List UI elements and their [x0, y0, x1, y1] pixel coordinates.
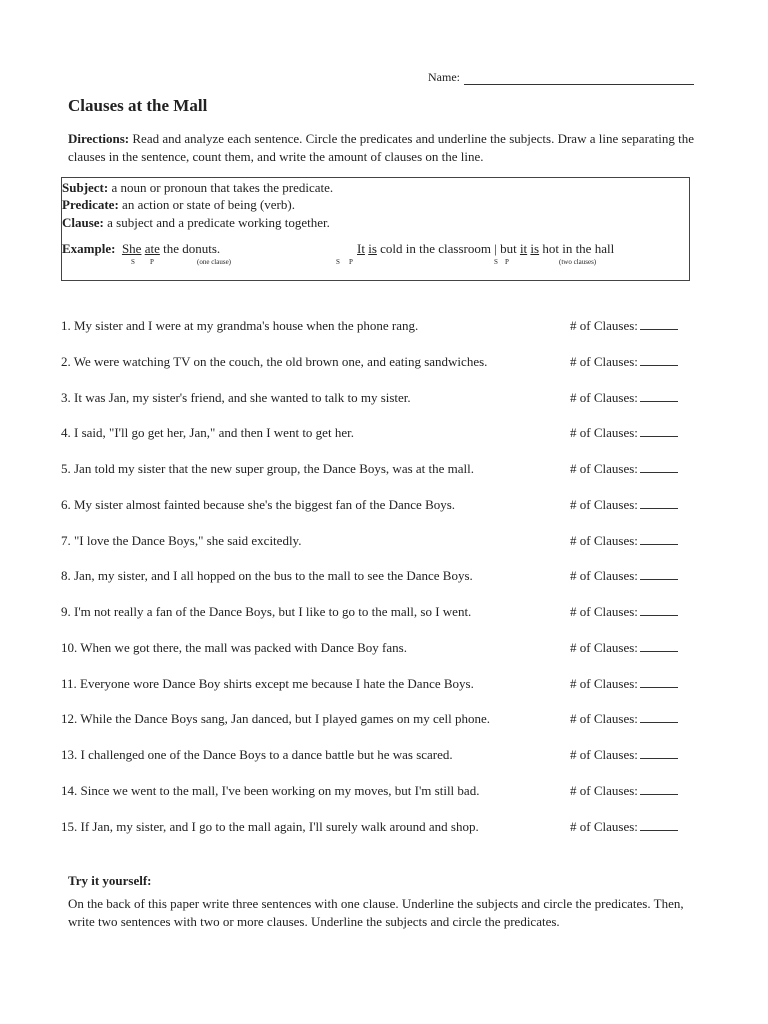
clause-count-blank[interactable] [640, 533, 678, 545]
clause-count-label: # of Clauses: [570, 676, 638, 691]
clause-count-label: # of Clauses: [570, 425, 638, 440]
clause-count-field[interactable] [570, 425, 678, 441]
clause-count-label: # of Clauses: [570, 783, 638, 798]
sentence-text: 9. I'm not really a fan of the Dance Boys, but I like to go to the mall, so I went. [61, 604, 472, 619]
example-subject: it [519, 241, 528, 256]
clause-count-field[interactable] [570, 640, 678, 656]
clause-count-field[interactable] [570, 604, 678, 620]
definition-term: Predicate: [62, 197, 119, 212]
clause-count-label: # of Clauses: [570, 747, 638, 762]
clause-count-field[interactable] [570, 783, 678, 799]
clause-count-field[interactable] [570, 354, 678, 370]
definition-predicate [62, 196, 295, 213]
clause-count-field[interactable] [570, 568, 678, 584]
clause-count-label: # of Clauses: [570, 497, 638, 512]
s-marker: S [336, 258, 340, 266]
clause-count-label: # of Clauses: [570, 390, 638, 405]
clause-count-label: # of Clauses: [570, 640, 638, 655]
clause-count-field[interactable] [570, 711, 678, 727]
sentence-text: 14. Since we went to the mall, I've been working on my moves, but I'm still bad. [61, 783, 480, 798]
name-field[interactable] [428, 70, 694, 85]
sentence-text: 2. We were watching TV on the couch, the old brown one, and eating sandwiches. [61, 354, 488, 369]
try-it-title: Try it yourself: [68, 873, 152, 888]
try-it-instructions: On the back of this paper write three sentences with one clause. Underline the subjects and circle the predicates. Then, write two sentences with two or more clauses. Underline the subjects and circle the predicates. [68, 896, 684, 929]
clause-count-blank[interactable] [640, 783, 678, 795]
definition-subject [62, 179, 333, 196]
clause-count-label: # of Clauses: [570, 318, 638, 333]
clause-count-field[interactable] [570, 318, 678, 334]
example-two-clause [357, 241, 614, 257]
clause-count-blank[interactable] [640, 497, 678, 509]
clause-count-label: # of Clauses: [570, 568, 638, 583]
example-row [62, 241, 682, 257]
sentence-text: 13. I challenged one of the Dance Boys to a dance battle but he was scared. [61, 747, 453, 762]
clause-count-label: # of Clauses: [570, 819, 638, 834]
s-marker: S [131, 258, 135, 266]
sentence-text: 5. Jan told my sister that the new super group, the Dance Boys, was at the mall. [61, 461, 475, 476]
clause-count-blank[interactable] [640, 819, 678, 831]
sentence-text: 6. My sister almost fainted because she's the biggest fan of the Dance Boys. [61, 497, 456, 512]
clause-count-field[interactable] [570, 819, 678, 835]
clause-count-field[interactable] [570, 461, 678, 477]
clause-count-field[interactable] [570, 747, 678, 763]
name-line[interactable] [464, 72, 694, 85]
example-middle: cold in the classroom | but [376, 241, 520, 256]
p-marker: P [505, 258, 509, 266]
worksheet-title: Clauses at the Mall [68, 96, 208, 115]
directions [68, 130, 698, 166]
directions-label: Directions: [68, 131, 130, 146]
s-marker: S [494, 258, 498, 266]
clause-count-blank[interactable] [640, 461, 678, 473]
clause-count-blank[interactable] [640, 354, 678, 366]
clause-count-blank[interactable] [640, 640, 678, 652]
clause-count-label: # of Clauses: [570, 711, 638, 726]
definition-text: a subject and a predicate working together. [103, 215, 330, 230]
example-label: Example: [62, 241, 116, 256]
example-predicate: ate [144, 241, 160, 256]
p-marker: P [349, 258, 353, 266]
sentence-text: 10. When we got there, the mall was packed with Dance Boy fans. [61, 640, 407, 655]
clause-count-label: # of Clauses: [570, 604, 638, 619]
sentence-text: 3. It was Jan, my sister's friend, and she wanted to talk to my sister. [61, 390, 411, 405]
definition-term: Subject: [62, 180, 109, 195]
definition-text: an action or state of being (verb). [118, 197, 295, 212]
example-note: (one clause) [197, 258, 232, 266]
example-predicate: is [368, 241, 377, 256]
clause-count-field[interactable] [570, 497, 678, 513]
example-subject: It [357, 241, 365, 256]
sentence-text: 8. Jan, my sister, and I all hopped on the bus to the mall to see the Dance Boys. [61, 568, 473, 583]
example-predicate: is [530, 241, 540, 256]
sentence-text: 4. I said, "I'll go get her, Jan," and then I went to get her. [61, 425, 354, 440]
definition-term: Clause: [62, 215, 104, 230]
example-rest: the donuts. [159, 241, 221, 256]
clause-count-blank[interactable] [640, 676, 678, 688]
clause-count-blank[interactable] [640, 711, 678, 723]
clause-count-field[interactable] [570, 533, 678, 549]
example-note: (two clauses) [559, 258, 597, 266]
name-label: Name: [428, 70, 460, 84]
clause-count-blank[interactable] [640, 318, 678, 330]
sentence-text: 12. While the Dance Boys sang, Jan danced, but I played games on my cell phone. [61, 711, 491, 726]
clause-count-blank[interactable] [640, 747, 678, 759]
clause-count-blank[interactable] [640, 604, 678, 616]
directions-text: Read and analyze each sentence. Circle the predicates and underline the subjects. Draw a line separating the clauses in the sentence, count them, and write the amount of clauses on the line. [68, 131, 695, 164]
definition-clause [62, 214, 330, 231]
clause-count-field[interactable] [570, 390, 678, 406]
sentence-text: 7. "I love the Dance Boys," she said excitedly. [61, 533, 302, 548]
clause-count-field[interactable] [570, 676, 678, 692]
clause-count-blank[interactable] [640, 390, 678, 402]
clause-count-label: # of Clauses: [570, 461, 638, 476]
clause-count-label: # of Clauses: [570, 354, 638, 369]
sentence-text: 11. Everyone wore Dance Boy shirts except me because I hate the Dance Boys. [61, 676, 474, 691]
clause-count-label: # of Clauses: [570, 533, 638, 548]
p-marker: P [150, 258, 154, 266]
clause-count-blank[interactable] [640, 425, 678, 437]
sentence-text: 15. If Jan, my sister, and I go to the mall again, I'll surely walk around and shop. [61, 819, 479, 834]
example-subject: She [121, 241, 142, 256]
clause-count-blank[interactable] [640, 568, 678, 580]
sentence-text: 1. My sister and I were at my grandma's house when the phone rang. [61, 318, 419, 333]
definitions-box [61, 177, 690, 281]
definition-text: a noun or pronoun that takes the predicate. [108, 180, 334, 195]
example-rest: hot in the hall [539, 241, 615, 256]
